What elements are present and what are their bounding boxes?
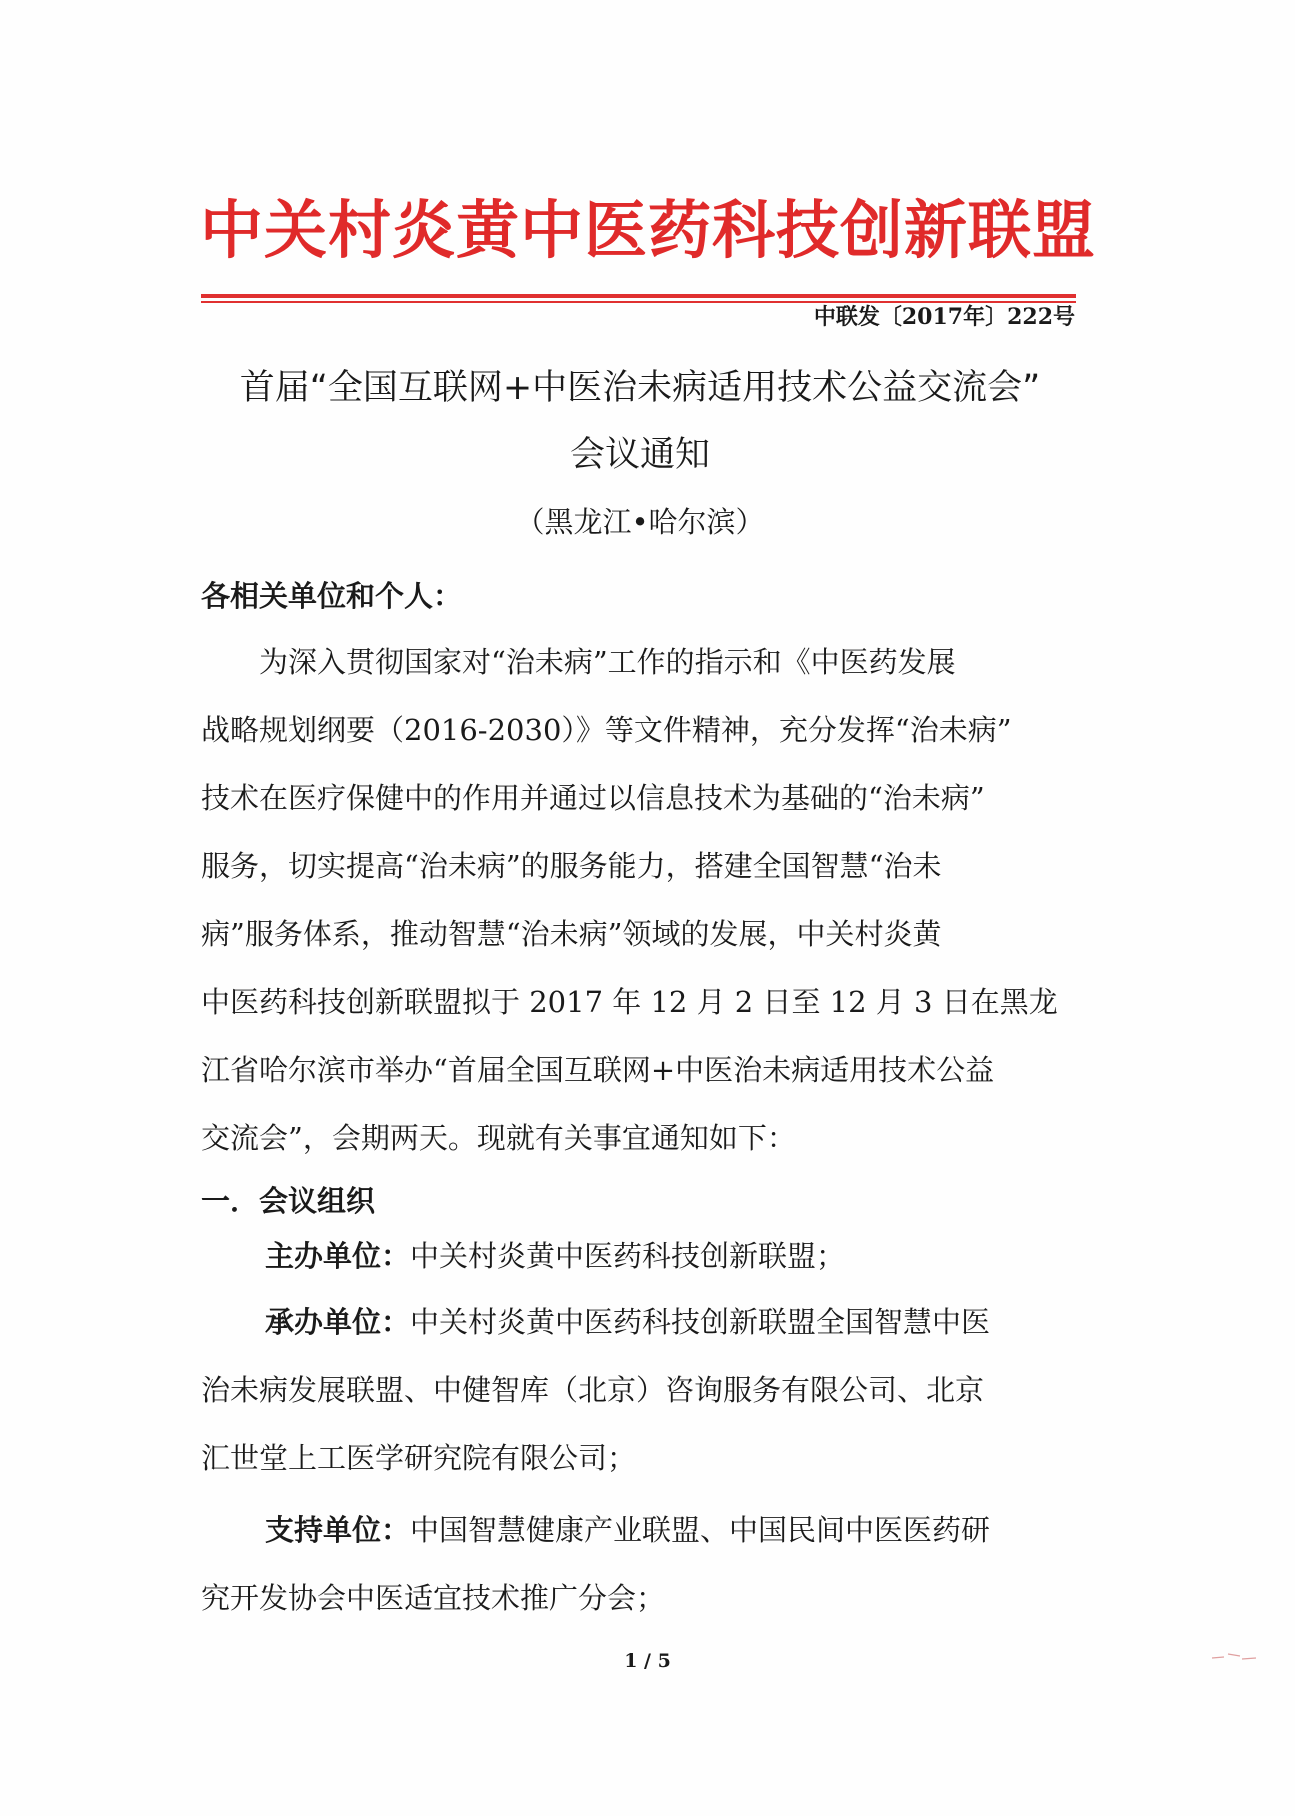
- meeting-location: （黑龙江•哈尔滨）: [515, 505, 765, 539]
- scan-artifact-mark: [1210, 1650, 1258, 1664]
- host-unit-label: 主办单位：: [265, 1239, 411, 1273]
- intro-line: 战略规划纲要（2016-2030）》等文件精神，充分发挥“治未病”: [201, 713, 1012, 747]
- host-unit-line: [265, 1228, 1125, 1284]
- notice-title: 首届“全国互联网+中医治未病适用技术公益交流会”: [239, 368, 1041, 408]
- intro-line: 交流会”，会期两天。现就有关事宜通知如下：: [201, 1121, 796, 1155]
- section-heading-organization: 一．会议组织: [201, 1184, 376, 1218]
- organizer-unit-text: 中关村炎黄中医药科技创新联盟全国智慧中医: [410, 1305, 991, 1339]
- support-unit-text: 中国智慧健康产业联盟、中国民间中医医药研: [410, 1513, 991, 1547]
- support-unit-line: [265, 1502, 1125, 1558]
- intro-line: 服务，切实提高“治未病”的服务能力，搭建全国智慧“治未: [201, 849, 942, 883]
- organization-letterhead: 中关村炎黄中医药科技创新联盟: [200, 194, 1096, 267]
- document-number: 中联发〔2017年〕222号: [813, 304, 1075, 330]
- organizer-unit-label: 承办单位：: [265, 1305, 411, 1339]
- salutation: 各相关单位和个人：: [201, 579, 463, 613]
- intro-line: 病”服务体系，推动智慧“治未病”领域的发展，中关村炎黄: [201, 917, 942, 951]
- intro-line: 江省哈尔滨市举办“首届全国互联网+中医治未病适用技术公益: [201, 1053, 995, 1087]
- organizer-unit-continued: 治未病发展联盟、中健智库（北京）咨询服务有限公司、北京: [201, 1373, 985, 1407]
- letterhead-rule-thick: [201, 294, 1076, 298]
- notice-subtitle: 会议通知: [569, 435, 710, 475]
- organizer-unit-line: [265, 1294, 1125, 1350]
- intro-line: 中医药科技创新联盟拟于 2017 年 12 月 2 日至 12 月 3 日在黑龙: [201, 985, 1058, 1019]
- intro-line: 为深入贯彻国家对“治未病”工作的指示和《中医药发展: [201, 645, 956, 679]
- support-unit-label: 支持单位：: [265, 1513, 411, 1547]
- intro-line: 技术在医疗保健中的作用并通过以信息技术为基础的“治未病”: [201, 781, 985, 815]
- host-unit-text: 中关村炎黄中医药科技创新联盟；: [410, 1239, 846, 1273]
- support-unit-continued: 究开发协会中医适宜技术推广分会；: [201, 1581, 666, 1615]
- page-number: 1 / 5: [624, 1650, 671, 1672]
- organizer-unit-continued: 汇世堂上工医学研究院有限公司；: [201, 1441, 637, 1475]
